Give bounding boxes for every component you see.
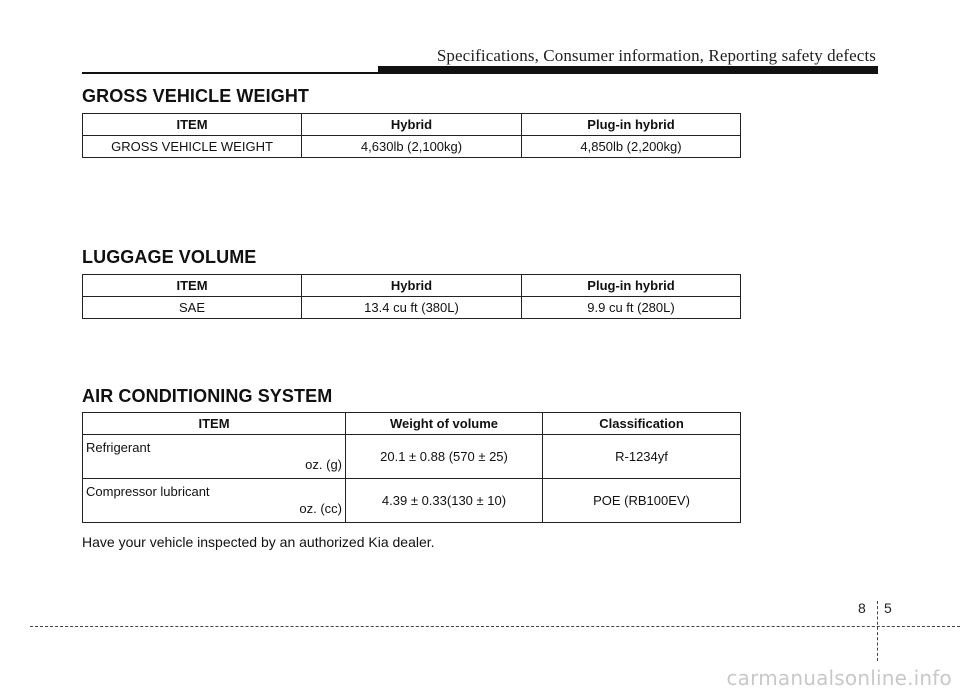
table-header-row (83, 413, 741, 435)
footer-rule (30, 626, 960, 627)
dealer-note: Have your vehicle inspected by an authorized Kia dealer. (82, 534, 435, 550)
column-header-classification: Classification (543, 413, 741, 435)
column-header-plugin-hybrid: Plug-in hybrid (522, 114, 741, 136)
classification-value: R-1234yf (543, 435, 741, 479)
plugin-hybrid-value: 4,850lb (2,200kg) (522, 136, 741, 158)
item-name: Compressor lubricant (86, 484, 210, 499)
item-cell (83, 435, 346, 479)
gross-weight-title: GROSS VEHICLE WEIGHT (82, 86, 310, 106)
column-header-item: ITEM (83, 275, 302, 297)
air-conditioning-table (82, 412, 741, 523)
column-header-plugin-hybrid: Plug-in hybrid (522, 275, 741, 297)
table-row (83, 479, 741, 523)
table-header-row (83, 114, 741, 136)
table-row (83, 136, 741, 158)
air-conditioning-title: AIR CONDITIONING SYSTEM (82, 386, 333, 406)
header-title: Specifications, Consumer information, Reporting safety defects (436, 46, 876, 65)
table-row (83, 297, 741, 319)
luggage-volume-title: LUGGAGE VOLUME (82, 247, 257, 267)
column-header-item: ITEM (83, 413, 346, 435)
page-number-divider (877, 601, 878, 661)
column-header-item: ITEM (83, 114, 302, 136)
table-header-row (83, 275, 741, 297)
watermark: carmanualsonline.info (726, 666, 952, 690)
item-cell (83, 479, 346, 523)
item-cell: SAE (83, 297, 302, 319)
item-unit: oz. (g) (305, 457, 342, 472)
hybrid-value: 4,630lb (2,100kg) (302, 136, 522, 158)
weight-value: 4.39 ± 0.33(130 ± 10) (346, 479, 543, 523)
column-header-hybrid: Hybrid (302, 114, 522, 136)
gross-weight-table (82, 113, 741, 158)
table-row (83, 435, 741, 479)
weight-value: 20.1 ± 0.88 (570 ± 25) (346, 435, 543, 479)
classification-value: POE (RB100EV) (543, 479, 741, 523)
page-number: 5 (884, 600, 892, 616)
header-rule-thin (82, 72, 878, 74)
item-name: Refrigerant (86, 440, 151, 455)
column-header-weight: Weight of volume (346, 413, 543, 435)
hybrid-value: 13.4 cu ft (380L) (302, 297, 522, 319)
chapter-number: 8 (858, 600, 866, 616)
column-header-hybrid: Hybrid (302, 275, 522, 297)
luggage-volume-table (82, 274, 741, 319)
item-cell: GROSS VEHICLE WEIGHT (83, 136, 302, 158)
plugin-hybrid-value: 9.9 cu ft (280L) (522, 297, 741, 319)
item-unit: oz. (cc) (299, 501, 342, 516)
